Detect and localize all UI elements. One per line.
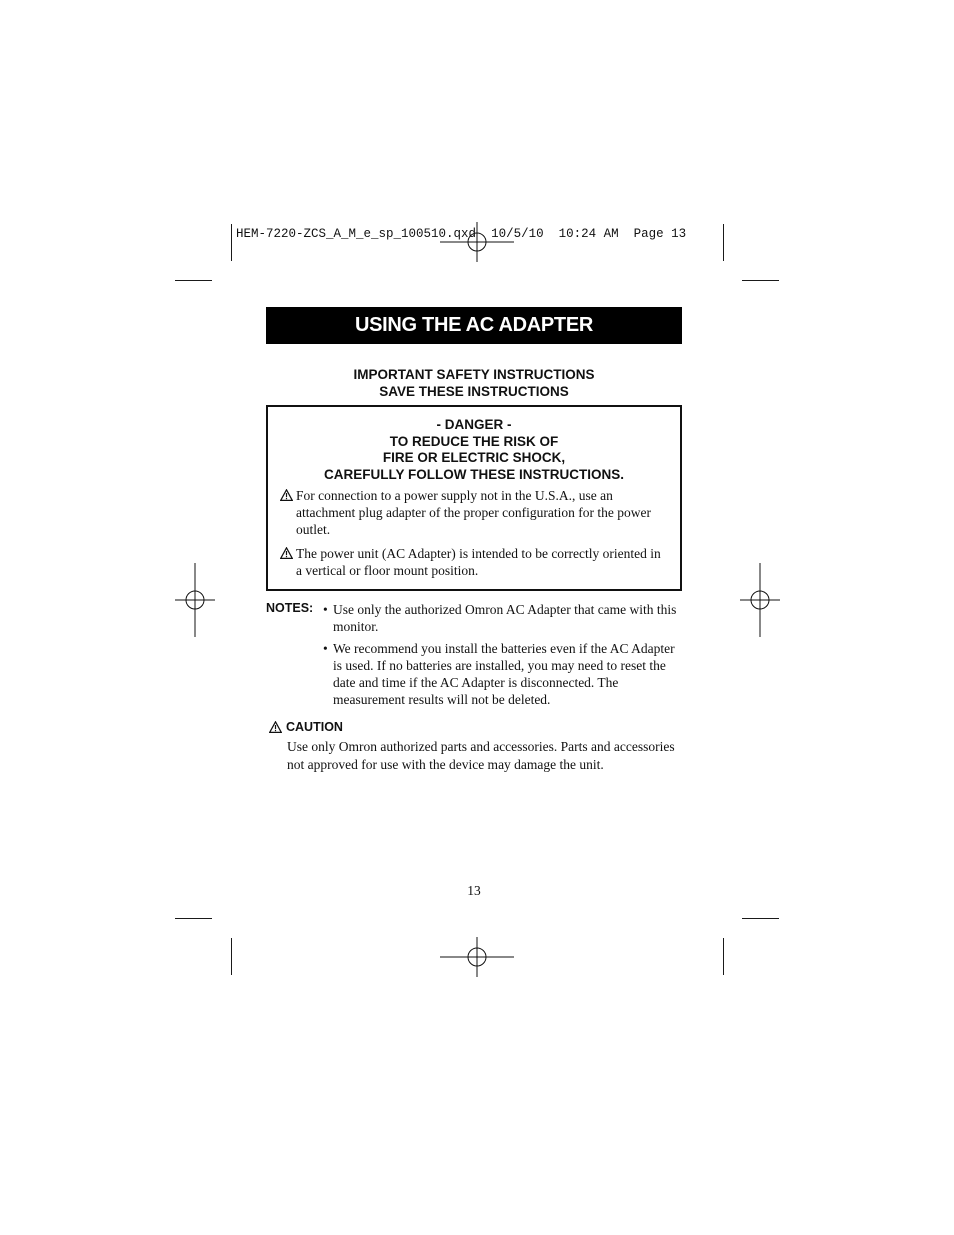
warning-triangle-icon [280, 489, 293, 501]
caution-heading [269, 720, 343, 734]
slug-page: Page 13 [633, 227, 687, 241]
registration-mark-icon [740, 563, 780, 637]
crop-mark [723, 938, 724, 975]
note-item [323, 601, 685, 635]
crop-mark [723, 224, 724, 261]
crop-mark [175, 918, 212, 919]
danger-line3: FIRE OR ELECTRIC SHOCK, [382, 450, 566, 465]
danger-line1: - DANGER - [436, 417, 512, 432]
page-number: 13 [467, 883, 481, 898]
crop-mark [742, 280, 779, 281]
note-text: We recommend you install the batteries even if the AC Adapter is used. If no batteries are installed, you may need to reset the date and time if the AC Adapter is disconnected. The measurement results will not be deleted. [333, 641, 675, 707]
warning-triangle-icon [269, 721, 282, 733]
registration-mark-icon [440, 937, 514, 977]
safety-heading [266, 367, 682, 400]
crop-mark [231, 938, 232, 975]
safety-heading-line2: SAVE THESE INSTRUCTIONS [379, 383, 569, 399]
slug-time: 10:24 AM [558, 227, 619, 241]
crop-mark [175, 280, 212, 281]
danger-item [278, 487, 670, 538]
note-item [323, 640, 685, 708]
crop-mark [742, 918, 779, 919]
page-title-bar [266, 307, 682, 344]
caution-label: CAUTION [286, 720, 343, 734]
warning-triangle-icon [280, 547, 293, 559]
safety-heading-line1: IMPORTANT SAFETY INSTRUCTIONS [353, 367, 595, 382]
crop-mark [231, 224, 232, 261]
danger-item [278, 545, 670, 579]
notes-label: NOTES: [266, 601, 314, 615]
slug-file: HEM-7220-ZCS_A_M_e_sp_100510.qxd [236, 227, 477, 241]
danger-box [266, 405, 682, 591]
danger-item-text: For connection to a power supply not in the U.S.A., use an attachment plug adapter of the proper configuration for the power outlet. [296, 488, 651, 537]
danger-line2: TO REDUCE THE RISK OF [389, 433, 559, 449]
note-bullet: • [323, 602, 328, 617]
print-slug [236, 227, 686, 241]
note-bullet: • [323, 641, 328, 656]
note-text: Use only the authorized Omron AC Adapter that came with this monitor. [333, 602, 677, 634]
caution-text: Use only Omron authorized parts and accessories. Parts and accessories not approved for use with the device may damage the unit. [287, 739, 675, 772]
danger-line4: CAREFULLY FOLLOW THESE INSTRUCTIONS. [323, 466, 624, 482]
slug-date: 10/5/10 [491, 227, 544, 241]
danger-item-text: The power unit (AC Adapter) is intended to be correctly oriented in a vertical or floor mount position. [296, 546, 661, 578]
page-title: USING THE AC ADAPTER [354, 314, 594, 336]
registration-mark-icon [175, 563, 215, 637]
danger-heading [268, 417, 680, 483]
